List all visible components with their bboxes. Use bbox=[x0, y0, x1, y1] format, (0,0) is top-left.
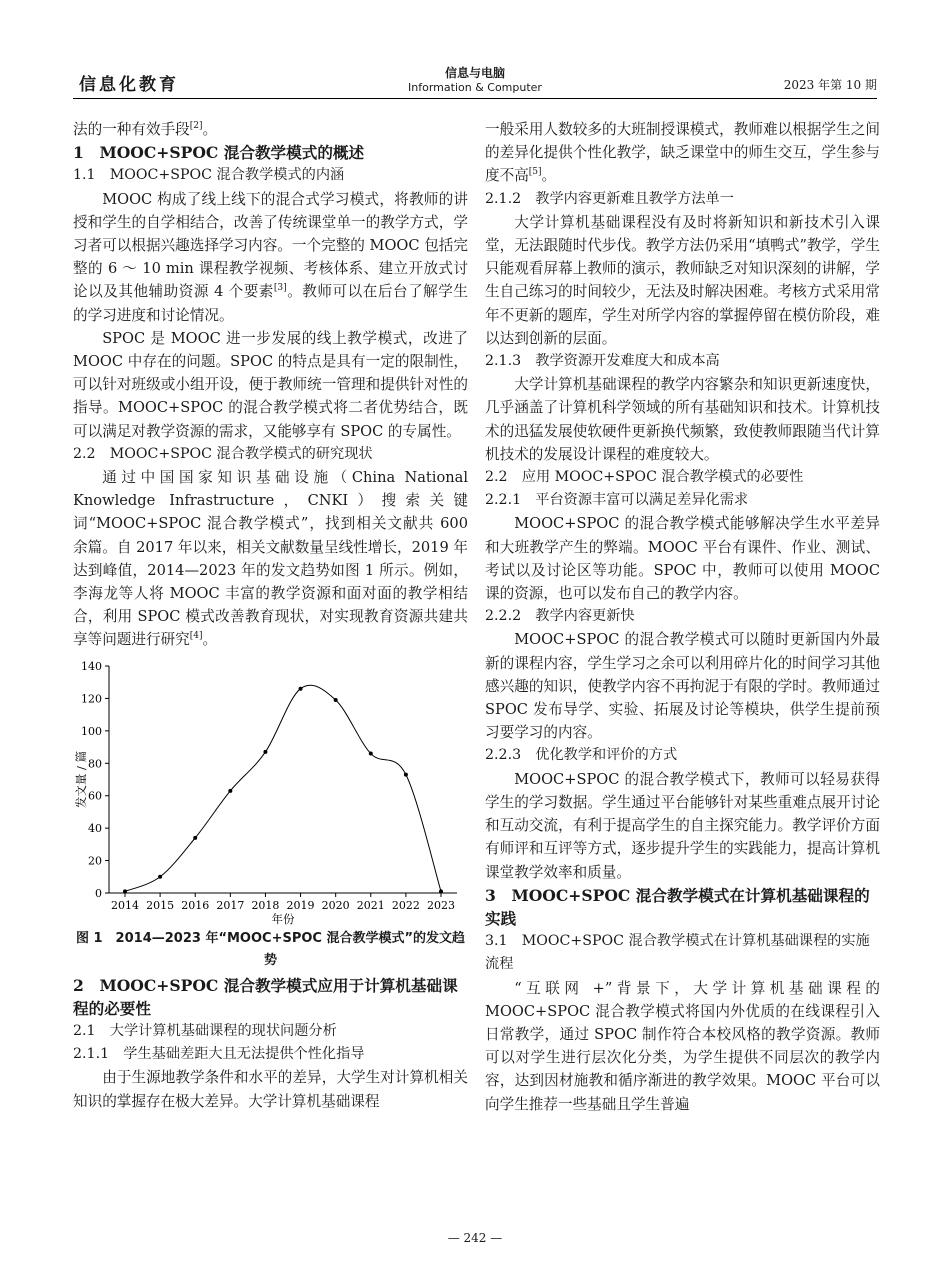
paragraph: 大学计算机基础课程没有及时将新知识和新技术引入课堂，无法跟随时代步伐。教学方法仍采用“填鸭式”教学，学生只能观看屏幕上教师的演示，教师缺乏对知识深刻的讲解，学生自己练习的时间较少，无法及时解决困难。考核方式采用常年不更新的题库，学生对所学内容的掌握停留在模仿阶段，难以达到创新的层面。 bbox=[485, 213, 880, 347]
subsection-heading: 3.1 MOOC+SPOC 混合教学模式在计算机基础课程的实施流程 bbox=[485, 933, 870, 973]
paragraph: 一般采用人数较多的大班制授课模式，教师难以根据学生之间的差异化提供个性化教学，缺乏课堂中的师生交互，学生参与度不高[5]。 bbox=[485, 121, 880, 185]
paragraph: SPOC 是 MOOC 进一步发展的线上教学模式，改进了 MOOC 中存在的问题。SPOC 的特点是具有一定的限制性，可以针对班级或小组开设，便于教师统一管理和提供针对性的指导。MOOC+SPOC 的混合教学模式将二者优势结合，既可以满足对教学资源的需求，又能够享有 SPOC 的专属性。 bbox=[73, 329, 468, 440]
figure-caption: 图 1 2014—2023 年“MOOC+SPOC 混合教学模式”的发文趋势 bbox=[75, 930, 466, 968]
subsection-heading: 2.1.1 学生基础差距大且无法提供个性化指导 bbox=[73, 1046, 365, 1063]
x-tick-label: 2022 bbox=[391, 898, 420, 912]
journal-title-cn: 信息与电脑 bbox=[444, 66, 505, 80]
subsection-heading: 2.2.1 平台资源丰富可以满足差异化需求 bbox=[485, 492, 749, 509]
paragraph: 通过中国国家知识基础设施（China National Knowledge Infrastructure，CNKI）搜索关键词“MOOC+SPOC 混合教学模式”，找到相关文献共 600 余篇。自 2017 年以来，相关文献数量呈线性增长，2019 年达到峰值，2014—2023 年的发文趋势如图 1 所示。例如，李海龙等人将 MOOC 丰富的教学资源和面对面的教学相结合，利用 SPOC 模式改善教育现状，对实现教育资源共建共享等问题进行研究[4]。 bbox=[73, 469, 468, 649]
journal-title bbox=[73, 64, 877, 94]
x-tick-label: 2023 bbox=[427, 898, 455, 912]
data-point bbox=[439, 889, 443, 893]
line-chart bbox=[73, 658, 468, 926]
subsection-heading: 2.1.2 教学内容更新难且教学方法单一 bbox=[485, 190, 734, 207]
y-tick-label: 120 bbox=[81, 692, 102, 706]
x-tick-label: 2015 bbox=[146, 898, 175, 912]
y-tick-label: 40 bbox=[88, 821, 102, 835]
x-tick-label: 2020 bbox=[321, 898, 350, 912]
subsection-heading: 2.2 MOOC+SPOC 混合教学模式的研究现状 bbox=[73, 445, 373, 462]
paragraph: 法的一种有效手段[2]。 bbox=[73, 121, 218, 138]
x-tick-label: 2017 bbox=[216, 898, 245, 912]
x-tick-label: 2019 bbox=[286, 898, 315, 912]
paragraph: 大学计算机基础课程的教学内容繁杂和知识更新速度快，几乎涵盖了计算机科学领域的所有基础知识和技术。计算机技术的迅猛发展使软硬件更新换代频繁，致使教师跟随当代计算机技术的发展设计课程的难度较大。 bbox=[485, 376, 880, 463]
section-heading: 3 MOOC+SPOC 混合教学模式在计算机基础课程的实践 bbox=[485, 885, 870, 928]
paragraph: MOOC+SPOC 的混合教学模式可以随时更新国内外最新的课程内容，学生学习之余可以利用碎片化的时间学习其他感兴趣的知识，使教学内容不再拘泥于有限的学时。教师通过 SPOC 发布导学、实验、拓展及讨论等模块，供学生提前预习要学习的内容。 bbox=[485, 631, 880, 742]
subsection-heading: 2.2.2 教学内容更新快 bbox=[485, 608, 635, 625]
subsection-heading: 2.2 应用 MOOC+SPOC 混合教学模式的必要性 bbox=[485, 469, 804, 486]
y-tick-label: 20 bbox=[88, 854, 102, 868]
right-column bbox=[485, 118, 880, 1116]
y-tick-label: 140 bbox=[81, 659, 102, 673]
figure-1-chart bbox=[73, 658, 468, 926]
section-heading: 2 MOOC+SPOC 混合教学模式应用于计算机基础课程的必要性 bbox=[73, 975, 458, 1018]
y-tick-label: 60 bbox=[88, 789, 102, 803]
journal-section-brand: 信息化教育 bbox=[79, 75, 179, 95]
left-column bbox=[73, 118, 468, 1113]
y-tick-label: 0 bbox=[95, 886, 102, 900]
series-line bbox=[125, 685, 441, 891]
paragraph: 由于生源地教学条件和水平的差异，大学生对计算机相关知识的掌握存在极大差异。大学计算机基础课程 bbox=[73, 1069, 468, 1110]
paragraph: MOOC 构成了线上线下的混合式学习模式，将教师的讲授和学生的自学相结合，改善了传统课堂单一的教学方式，学习者可以根据兴趣选择学习内容。一个完整的 MOOC 包括完整的 6 ～ 10 min 课程教学视频、考核体系、建立开放式讨论以及其他辅助资源 4 个要素[3]。教师可以在后台了解学生的学习进度和讨论情况。 bbox=[73, 190, 468, 324]
paragraph: MOOC+SPOC 的混合教学模式下，教师可以轻易获得学生的学习数据。学生通过平台能够针对某些重难点展开讨论和互动交流，有利于提高学生的自主探究能力。教学评价方面有师评和互评等方式，逐步提升学生的实践能力，提高计算机课堂教学效率和质量。 bbox=[485, 770, 880, 881]
paragraph: MOOC+SPOC 的混合教学模式能够解决学生水平差异和大班教学产生的弊端。MOOC 平台有课件、作业、测试、考试以及讨论区等功能。SPOC 中，教师可以使用 MOOC 课的资源，也可以发布自己的教学内容。 bbox=[485, 515, 880, 603]
data-point bbox=[334, 698, 338, 702]
citation: [5] bbox=[528, 167, 542, 178]
data-point bbox=[404, 772, 408, 776]
page-number: — 242 — bbox=[447, 1231, 503, 1245]
x-tick-label: 2018 bbox=[251, 898, 280, 912]
subsection-heading: 2.1 大学计算机基础课程的现状问题分析 bbox=[73, 1023, 337, 1040]
issue-label: 2023 年第 10 期 bbox=[783, 78, 877, 92]
citation: [4] bbox=[189, 631, 203, 642]
x-tick-label: 2021 bbox=[356, 898, 385, 912]
data-point bbox=[158, 874, 162, 878]
y-tick-label: 100 bbox=[81, 724, 102, 738]
subsection-heading: 2.1.3 教学资源开发难度大和成本高 bbox=[485, 353, 720, 370]
data-point bbox=[299, 686, 303, 690]
subsection-heading: 1.1 MOOC+SPOC 混合教学模式的内涵 bbox=[73, 167, 345, 184]
data-point bbox=[369, 751, 373, 755]
paragraph: “互联网 +”背景下，大学计算机基础课程的 MOOC+SPOC 混合教学模式将国内外优质的在线课程引入日常教学，通过 SPOC 制作符合本校风格的教学资源。教师可以对学生进行层次化分类，为学生提供不同层次的教学内容，达到因材施教和循序渐进的教学效果。MOOC 平台可以向学生推荐一些基础且学生普遍 bbox=[485, 979, 880, 1113]
data-point bbox=[123, 889, 127, 893]
page-header bbox=[73, 62, 877, 99]
citation: [2] bbox=[189, 121, 203, 132]
citation: [3] bbox=[273, 283, 287, 294]
section-heading: 1 MOOC+SPOC 混合教学模式的概述 bbox=[73, 143, 365, 163]
x-axis-label: 年份 bbox=[271, 911, 295, 926]
y-axis-label: 发文量 / 篇 bbox=[74, 750, 88, 808]
journal-title-en: Information & Computer bbox=[408, 81, 542, 94]
data-point bbox=[193, 836, 197, 840]
x-tick-label: 2016 bbox=[181, 898, 210, 912]
data-point bbox=[228, 789, 232, 793]
y-tick-label: 80 bbox=[88, 756, 102, 770]
data-point bbox=[263, 750, 267, 754]
subsection-heading: 2.2.3 优化教学和评价的方式 bbox=[485, 747, 678, 764]
x-tick-label: 2014 bbox=[111, 898, 139, 912]
